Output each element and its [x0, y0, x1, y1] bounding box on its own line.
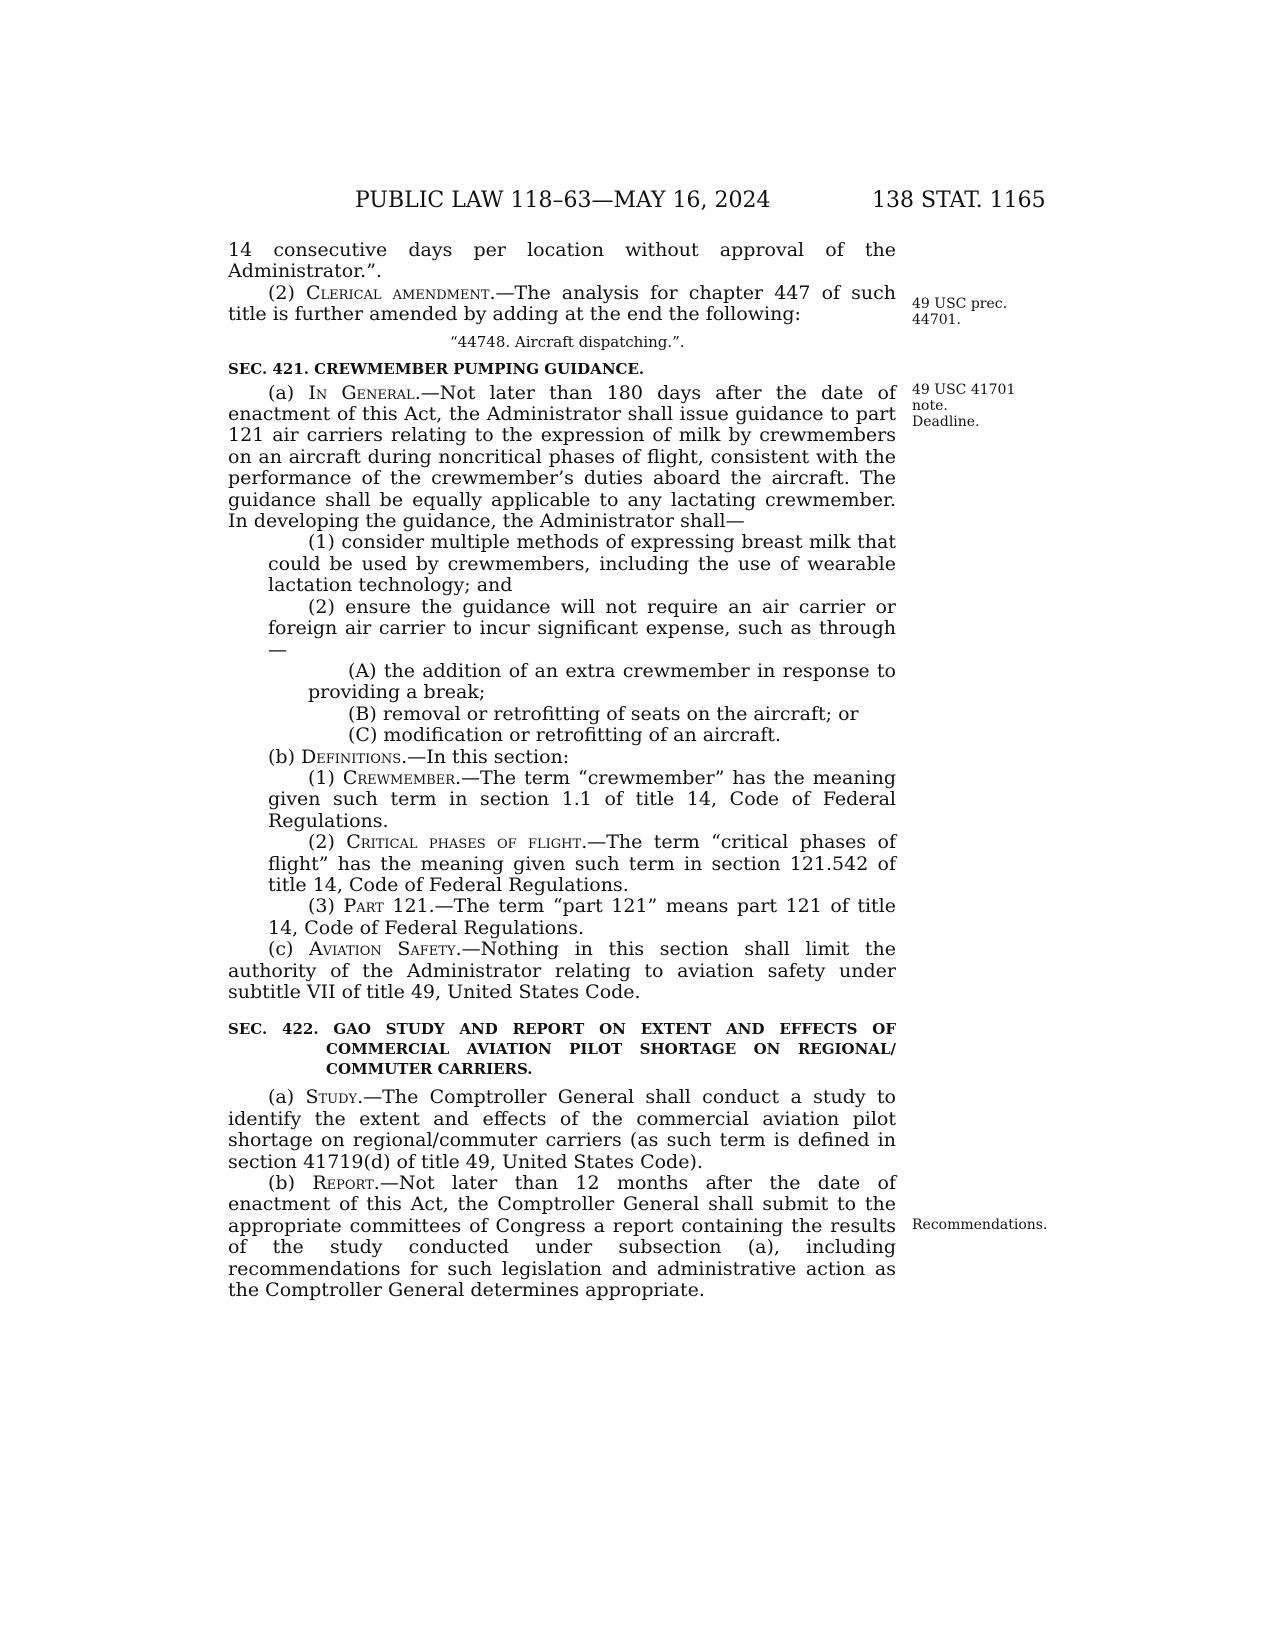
para-heading: Definitions: [301, 745, 402, 768]
para-number: (1): [308, 766, 343, 789]
para-number: (a): [268, 1086, 306, 1109]
running-header-title: PUBLIC LAW 118–63—MAY 16, 2024: [355, 188, 771, 213]
page-stat-number: 138 STAT. 1165: [872, 188, 1046, 213]
para-text: .—The term “part 121” means part 121 of title 14, Code of Federal Regulations.: [268, 895, 897, 939]
para-heading: Clerical amendment: [306, 281, 490, 304]
subsection-a-study: [228, 1087, 896, 1173]
margin-note-usc-41701: 49 USC 41701 note.: [912, 382, 1016, 414]
para-heading: Aviation Safety: [309, 938, 456, 961]
subparagraph-a2C: (C) modification or retrofitting of an aircraft.: [348, 724, 782, 747]
subsection-a-in-general: [228, 383, 896, 533]
para-number: (2): [268, 281, 307, 304]
para-text: .—The term “critical phases of flight” has the meaning given such term in section 121.542 of title 14, Code of Federal Regulations.: [268, 831, 896, 896]
para-number: (b): [268, 745, 302, 768]
para-heading: Study: [305, 1086, 358, 1109]
para-text: .—The analysis for chapter 447 of such title is further amended by adding at the end the following:: [228, 281, 897, 326]
para-text: .—Not later than 180 days after the date of enactment of this Act, the Administrator shall issue guidance to part 121 air carriers relating to the expression of milk by crewmembers on an aircraft during noncritical phases of flight, consistent with the performance of the crewmember’s duties aboard the aircraft. The guidance shall be equally applicable to any lactating crewmember. In developing the guidance, the Administrator shall—: [228, 381, 896, 533]
para-text: .—In this section:: [401, 745, 570, 768]
section-heading-421: SEC. 421. CREWMEMBER PUMPING GUIDANCE.: [228, 359, 645, 378]
paragraph-continuation: 14 consecutive days per location without approval of the Administrator.”.: [228, 239, 896, 283]
paragraph-a1: (1) consider multiple methods of expressing breast milk that could be used by crewmembers, including the use of wearable lactation technology; and: [268, 531, 896, 597]
margin-note-deadline: Deadline.: [912, 414, 980, 430]
para-heading: Critical phases of flight: [346, 831, 582, 854]
para-text: .—Nothing in this section shall limit the authority of the Administrator relating to aviation safety under subtitle VII of title 49, United States Code.: [228, 938, 896, 1003]
paragraph-a2: (2) ensure the guidance will not require an air carrier or foreign air carrier to incur significant expense, such as through—: [268, 595, 896, 661]
para-number: (2): [308, 831, 347, 854]
para-number: (3): [308, 895, 344, 918]
para-text: .—The Comptroller General shall conduct a study to identify the extent and effects of the commercial aviation pilot shortage on regional/commuter carriers (as such term is defined in section 41719(d) of title 49, United States Code).: [228, 1086, 896, 1173]
subsection-b-definitions: [228, 747, 896, 768]
para-heading: In General: [308, 381, 415, 404]
para-text: .—Not later than 12 months after the date of enactment of this Act, the Comptroller General shall submit to the appropriate committees of Congress a report containing the results of the study conducted under subsection (a), including recommendations for such legislation and administrative action as the Comptroller General determines appropriate.: [228, 1172, 896, 1302]
definition-critical-phases: [228, 832, 896, 896]
margin-note-usc-prec: 49 USC prec. 44701.: [912, 296, 1008, 328]
para-number: (c): [268, 938, 310, 961]
body-text: [228, 240, 896, 1301]
section-heading-422: SEC. 422. GAO STUDY AND REPORT ON EXTENT AND EFFECTS OF COMMERCIAL AVIATION PILOT SHORTAGE ON REGIONAL/ COMMUTER CARRIERS.: [228, 1020, 896, 1079]
para-heading: Part 121: [343, 895, 429, 918]
para-heading: Report: [312, 1172, 374, 1195]
analysis-item: “44748. Aircraft dispatching.”.: [450, 332, 685, 351]
definition-crewmember: [228, 768, 896, 832]
para-heading: Crewmember: [342, 766, 455, 789]
paragraph-clerical-amendment: [228, 283, 896, 326]
para-text: .—The term “crewmember” has the meaning given such term in section 1.1 of title 14, Code of Federal Regulations.: [268, 766, 897, 832]
para-number: (a): [268, 381, 309, 404]
subsection-c-aviation-safety: [228, 939, 896, 1003]
definition-part-121: [228, 896, 896, 939]
subparagraph-a2B: (B) removal or retrofitting of seats on the aircraft; or: [348, 702, 859, 725]
subsection-b-report: [228, 1173, 896, 1301]
para-number: (b): [268, 1172, 313, 1195]
subparagraph-a2A: (A) the addition of an extra crewmember in response to providing a break;: [308, 659, 896, 704]
margin-note-recommendations: Recommendations.: [912, 1217, 1048, 1233]
